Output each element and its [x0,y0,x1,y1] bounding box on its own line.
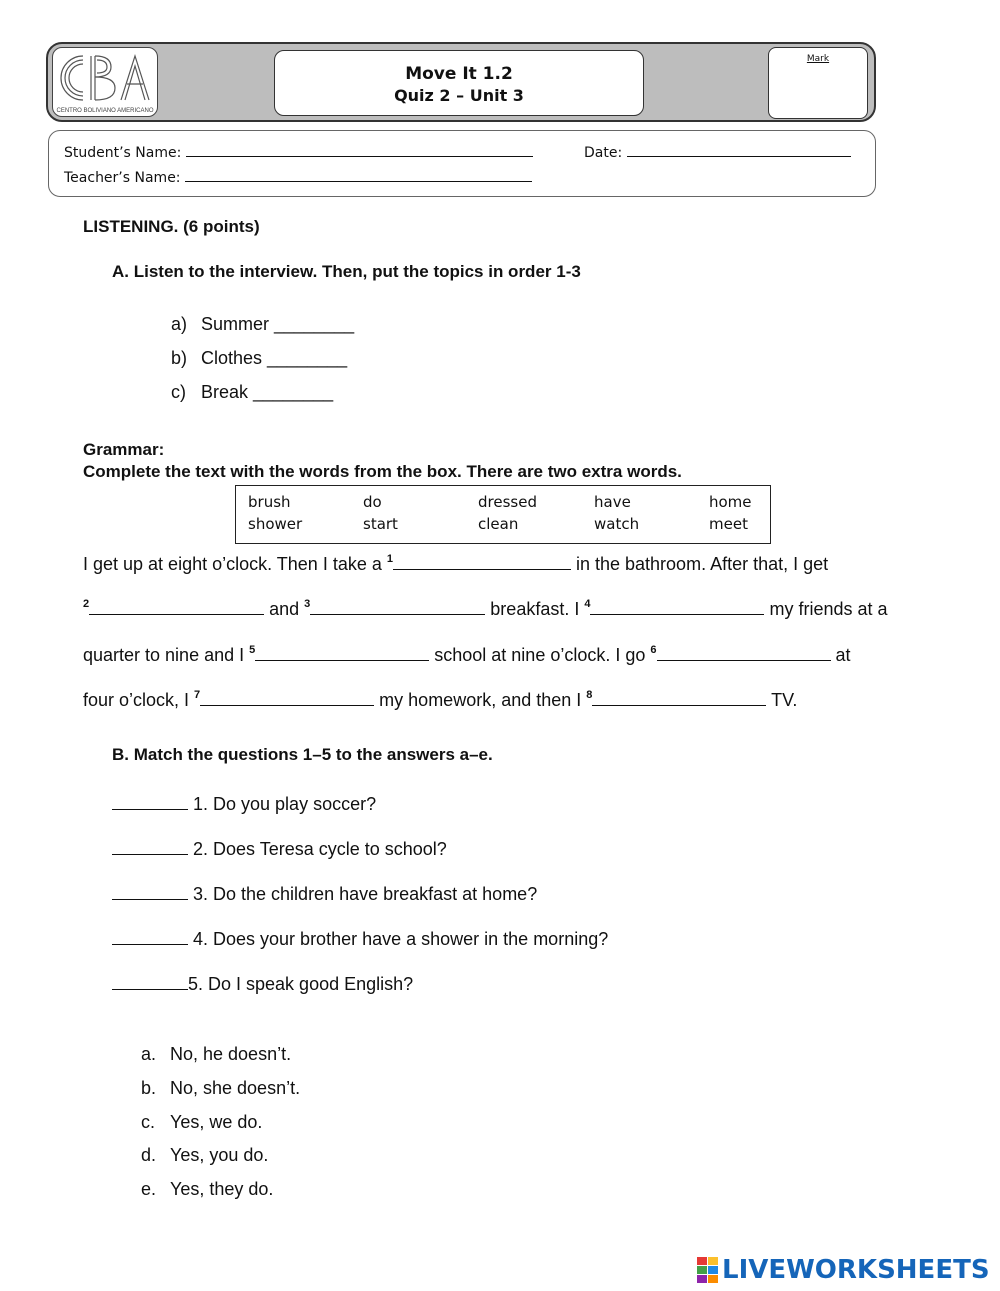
answer-blank-4[interactable] [112,928,188,945]
answer-blank-1[interactable] [112,793,188,810]
paragraph-line-3 [83,644,914,666]
answer-blank-2[interactable] [112,838,188,855]
item-text: Summer ________ [201,314,355,334]
answer-letter: e. [141,1179,157,1199]
listening-heading: LISTENING. (6 points) [83,217,260,236]
text-fragment: breakfast. I [485,599,585,619]
grammar-instruction: Complete the text with the words from the box. There are two extra words. [83,462,682,481]
text-fragment: in the bathroom. After that, I get [570,554,829,574]
list-item[interactable] [171,348,347,369]
matching-instruction: B. Match the questions 1–5 to the answers a–e. [112,745,493,764]
question-text: 2. Does Teresa cycle to school? [188,839,447,859]
gap-number: 1 [386,553,393,565]
liveworksheets-brand: LIVEWORKSHEETS [722,1255,990,1285]
school-logo [52,47,158,117]
paragraph-line-1 [83,553,914,575]
list-item[interactable] [171,382,333,403]
gap-4-input[interactable] [590,598,764,615]
word-item: shower [248,515,303,533]
liveworksheets-logo[interactable] [697,1255,990,1285]
answer-letter: d. [141,1145,157,1165]
item-letter: a) [171,314,188,334]
teacher-name-field[interactable] [185,167,532,182]
word-item: meet [709,515,748,533]
word-item: do [363,493,382,511]
gap-number: 4 [584,598,591,610]
answer-text: Yes, you do. [170,1145,269,1165]
student-name-label: Student’s Name: [64,145,182,161]
answer-text: No, he doesn’t. [170,1044,292,1064]
gap-number: 6 [650,644,657,656]
answer-item [141,1044,291,1065]
answer-letter: b. [141,1078,157,1098]
text-fragment: my friends at a [764,599,888,619]
student-info-box [48,130,876,197]
text-fragment: TV. [766,690,798,710]
question-row [112,928,608,950]
mark-label: Mark [806,54,830,64]
document-title: Move It 1.2 [405,64,513,84]
word-item: start [363,515,398,533]
paragraph-line-2 [83,598,914,620]
word-item: watch [594,515,640,533]
date-field[interactable] [627,142,851,157]
gap-number: 3 [304,598,311,610]
listening-instruction: A. Listen to the interview. Then, put the topics in order 1-3 [112,262,581,281]
question-text: 1. Do you play soccer? [188,794,377,814]
gap-1-input[interactable] [393,553,571,570]
text-fragment: at [830,645,851,665]
paragraph-line-4 [83,689,914,711]
student-name-field[interactable] [186,142,533,157]
answer-letter: a. [141,1044,157,1064]
gap-number: 7 [194,689,201,701]
gap-6-input[interactable] [657,644,831,661]
liveworksheets-icon [697,1257,719,1284]
word-item: brush [248,493,291,511]
gap-5-input[interactable] [255,644,429,661]
gap-2-input[interactable] [89,598,264,615]
word-item: clean [478,515,519,533]
gap-number: 8 [586,689,593,701]
answer-blank-3[interactable] [112,883,188,900]
list-item[interactable] [171,314,354,335]
logo-subtitle: CENTRO BOLIVIANO AMERICANO [56,108,154,114]
item-text: Break ________ [201,382,334,402]
answer-letter: c. [141,1112,156,1132]
question-row [112,973,413,995]
cba-logo-icon [53,48,157,108]
text-fragment: and [264,599,305,619]
text-fragment: four o’clock, I [83,690,195,710]
word-item: have [594,493,631,511]
question-row [112,883,537,905]
word-item: dressed [478,493,537,511]
answer-text: No, she doesn’t. [170,1078,301,1098]
text-fragment: quarter to nine and I [83,645,250,665]
answer-item [141,1145,268,1166]
gap-number: 2 [83,598,90,610]
item-letter: b) [171,348,188,368]
gap-number: 5 [249,644,256,656]
answer-text: Yes, they do. [170,1179,274,1199]
grammar-heading: Grammar: [83,440,165,459]
teacher-name-label: Teacher’s Name: [64,170,181,186]
mark-box[interactable] [768,47,868,119]
answer-blank-5[interactable] [112,973,188,990]
item-letter: c) [171,382,186,402]
answer-text: Yes, we do. [170,1112,263,1132]
item-text: Clothes ________ [201,348,348,368]
date-label: Date: [584,145,623,161]
text-fragment: school at nine o’clock. I go [429,645,651,665]
gap-7-input[interactable] [200,689,374,706]
title-box [274,50,644,116]
question-text: 5. Do I speak good English? [188,974,414,994]
question-text: 3. Do the children have breakfast at home? [188,884,538,904]
answer-item [141,1179,273,1200]
gap-8-input[interactable] [592,689,766,706]
document-subtitle: Quiz 2 – Unit 3 [394,86,524,105]
answer-item [141,1112,262,1133]
gap-3-input[interactable] [310,598,485,615]
text-fragment: I get up at eight o’clock. Then I take a [83,554,387,574]
question-text: 4. Does your brother have a shower in the morning? [188,929,609,949]
question-row [112,838,447,860]
text-fragment: my homework, and then I [374,690,587,710]
word-item: home [709,493,752,511]
word-box [235,485,771,544]
answer-item [141,1078,300,1099]
question-row [112,793,376,815]
